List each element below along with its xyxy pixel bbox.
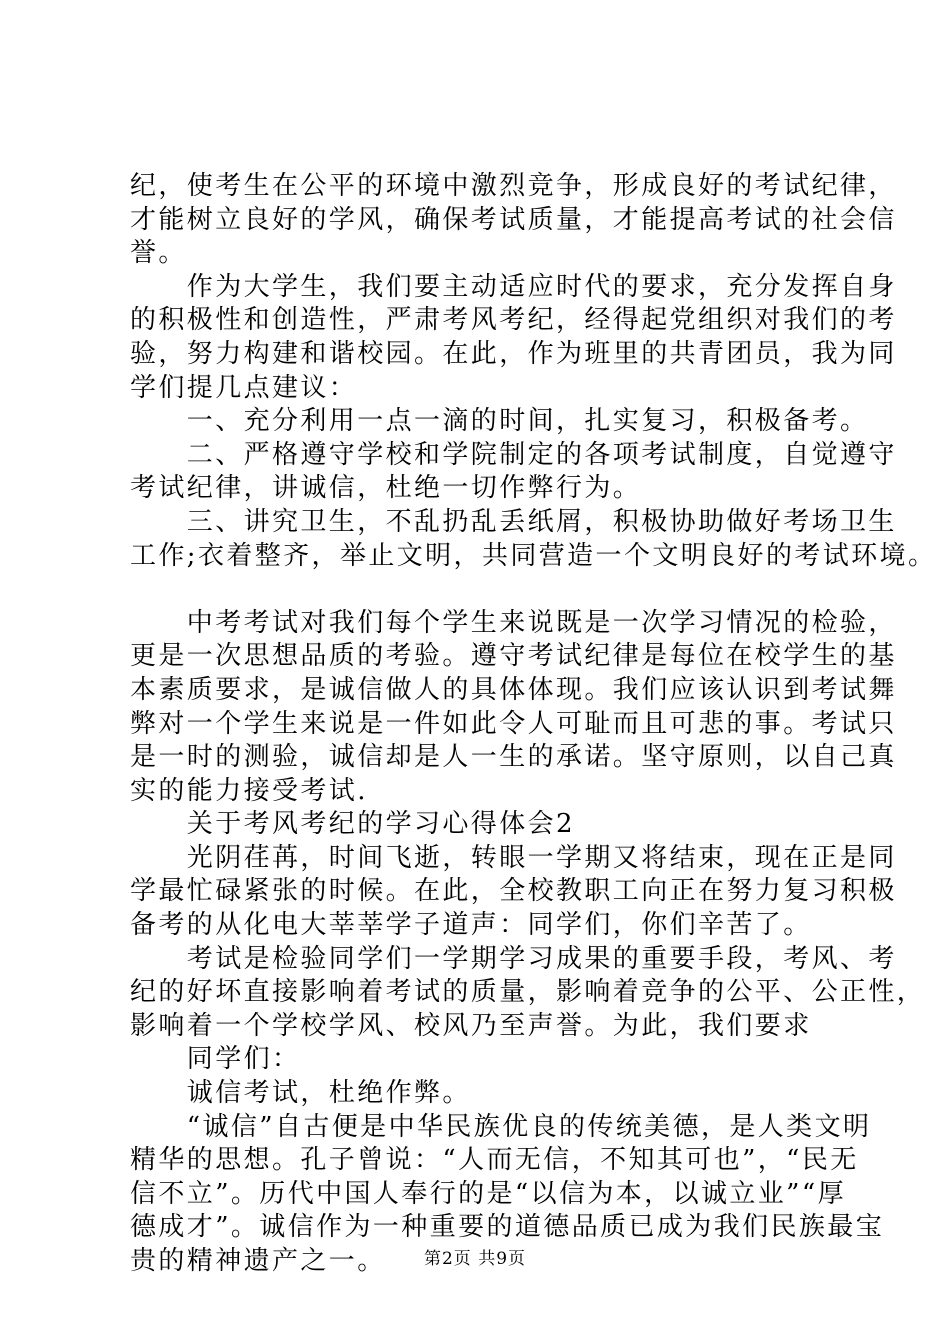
text-line: 信不立”。历代中国人奉行的是“以信为本，以诚立业”“厚: [130, 1178, 846, 1209]
text-line: 同学们：: [130, 1044, 301, 1075]
text-line: 是一时的测验，诚信却是人一生的承诺。坚守原则，以自己真: [130, 742, 897, 773]
text-line: 更是一次思想品质的考验。遵守考试纪律是每位在校学生的基: [130, 641, 897, 672]
text-line: “诚信”自古便是中华民族优良的传统美德，是人类文明: [130, 1111, 872, 1142]
section-heading: 关于考风考纪的学习心得体会2: [130, 809, 575, 840]
text-line: 作为大学生，我们要主动适应时代的要求，充分发挥自身: [130, 271, 897, 302]
text-line: 本素质要求，是诚信做人的具体体现。我们应该认识到考试舞: [130, 674, 897, 705]
text-line: 诚信考试，杜绝作弊。: [130, 1078, 471, 1109]
text-line: 备考的从化电大莘莘学子道声：同学们，你们辛苦了。: [130, 910, 812, 941]
text-line: 工作;衣着整齐，举止文明，共同营造一个文明良好的考试环境。: [130, 540, 937, 571]
text-line: 考试纪律，讲诚信，杜绝一切作弊行为。: [130, 473, 642, 504]
text-line: 光阴荏苒，时间飞逝，转眼一学期又将结束，现在正是同: [130, 842, 897, 873]
text-line: 影响着一个学校学风、校风乃至声誉。为此，我们要求: [130, 1010, 812, 1041]
text-line: 精华的思想。孔子曾说：“人而无信，不知其可也”，“民无: [130, 1145, 859, 1176]
text-line: 学们提几点建议：: [130, 372, 358, 403]
text-line: 二、严格遵守学校和学院制定的各项考试制度，自觉遵守: [130, 439, 897, 470]
text-line: 的积极性和创造性，严肃考风考纪，经得起党组织对我们的考: [130, 305, 897, 336]
text-line: 纪的好坏直接影响着考试的质量，影响着竞争的公平、公正性，: [130, 977, 926, 1008]
text-line: 学最忙碌紧张的时候。在此，全校教职工向正在努力复习积极: [130, 876, 897, 907]
text-line: 弊对一个学生来说是一件如此令人可耻而且可悲的事。考试只: [130, 708, 897, 739]
text-line: 纪，使考生在公平的环境中激烈竞争，形成良好的考试纪律，: [130, 171, 897, 201]
text-line: 才能树立良好的学风，确保考试质量，才能提高考试的社会信: [130, 204, 897, 235]
text-line: 考试是检验同学们一学期学习成果的重要手段，考风、考: [130, 943, 897, 974]
text-line: 贵的精神遗产之一。: [130, 1246, 386, 1276]
page-number-footer: 第2页 共9页: [423, 1249, 527, 1269]
text-line: 德成才”。诚信作为一种重要的道德品质已成为我们民族最宝: [130, 1212, 885, 1243]
text-line: 一、充分利用一点一滴的时间，扎实复习，积极备考。: [130, 406, 869, 437]
text-line: 实的能力接受考试.: [130, 775, 368, 806]
text-line: 中考考试对我们每个学生来说既是一次学习情况的检验，: [130, 607, 897, 638]
text-line: 三、讲究卫生，不乱扔乱丢纸屑，积极协助做好考场卫生: [130, 506, 897, 537]
text-line: 誉。: [130, 238, 187, 269]
paragraph-gap: [130, 573, 840, 607]
document-body: [130, 170, 937, 1279]
text-line: 验，努力构建和谐校园。在此，作为班里的共青团员，我为同: [130, 338, 897, 369]
